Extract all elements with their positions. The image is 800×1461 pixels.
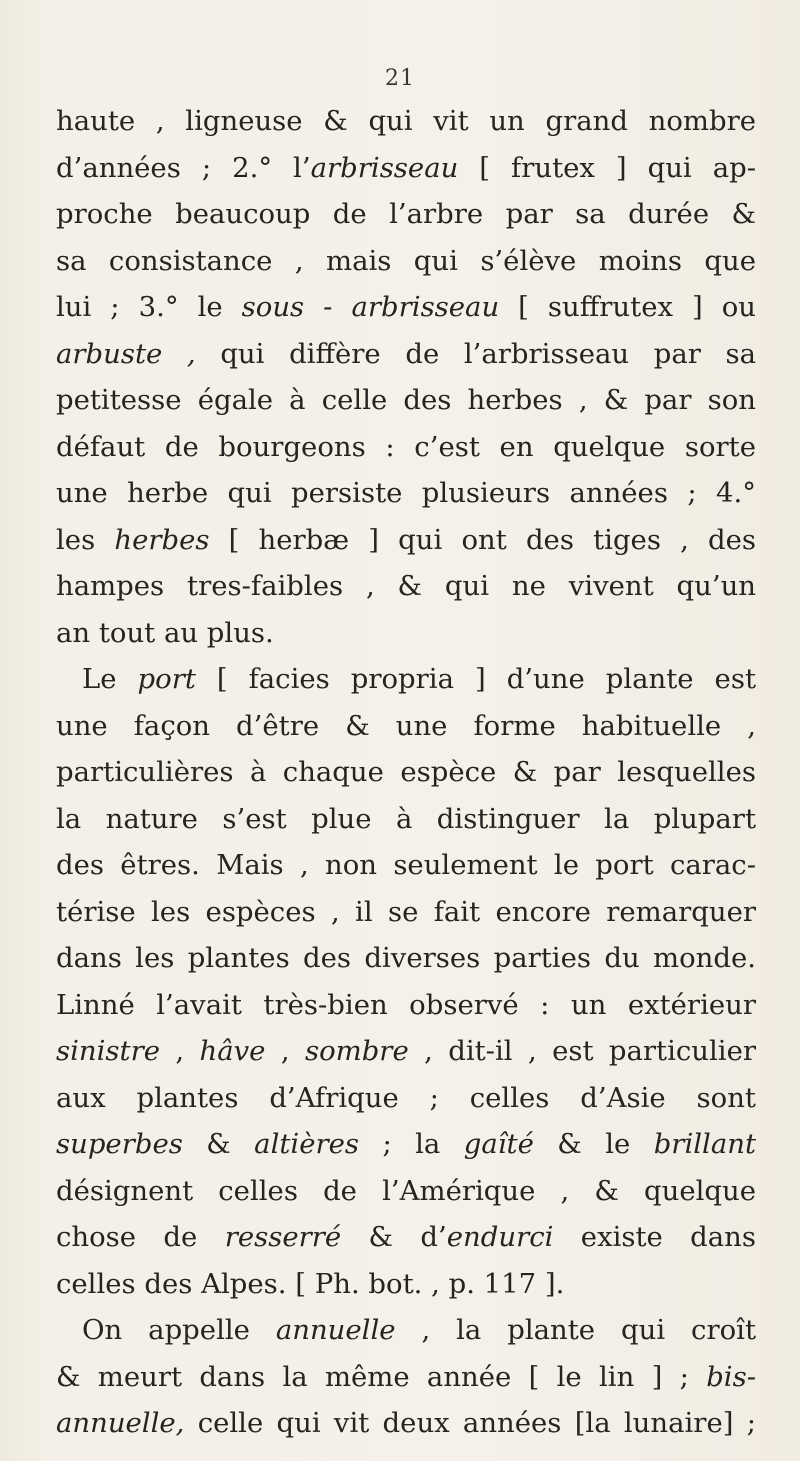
italic-term: sinistre [56,1035,160,1067]
italic-term: annuelle [275,1314,396,1346]
text-run: Linné l’avait très-bien observé : un extérieur [56,988,756,1021]
text-line [56,1261,756,1308]
text-line [56,1214,756,1261]
text-run: haute , ligneuse & qui vit un grand nombre [56,105,756,137]
text-run: On appelle [82,1314,276,1346]
text-run: une façon d’être & une forme habituelle , [56,709,756,742]
text-line [56,1075,756,1122]
text-line [56,1028,756,1075]
italic-term: gaîté [463,1128,534,1160]
text-line [56,749,756,796]
text-run: [ facies propria ] d’une plante est [195,663,756,695]
text-line [56,238,756,285]
text-line [56,517,756,564]
italic-term: sombre [304,1035,409,1067]
text-run: sa consistance , mais qui s’élève moins que [56,244,756,277]
text-line [56,842,756,889]
text-line [56,796,756,843]
text-run: une herbe qui persiste plusieurs années ; 4.° [56,477,756,509]
text-run: [ suffrutex ] ou [499,291,756,323]
body-text [56,98,756,1447]
text-line [56,656,756,703]
italic-term: annuelle, [56,1407,185,1439]
italic-term: brillant [653,1128,756,1160]
text-run: [ herbæ ] qui ont des tiges , des [209,523,756,556]
text-run: dans les plantes des diverses parties du monde. [56,942,756,974]
text-line [56,1400,756,1447]
text-run: [ frutex ] qui ap- [458,151,756,184]
italic-term: herbes [114,523,210,556]
text-line [56,1354,756,1401]
text-run: désignent celles de l’Amérique , & quelque [56,1174,756,1207]
text-run: qui diffère de l’arbrisseau par sa [195,337,756,370]
text-run: & [182,1128,255,1160]
text-run: lui ; 3.° le [56,291,242,323]
text-line [56,145,756,192]
italic-term: port [137,663,196,695]
text-line [56,563,756,610]
text-run: Le [82,663,138,695]
text-line [56,1121,756,1168]
text-run: & le [533,1128,654,1160]
text-run: d’années ; 2.° l’ [56,151,311,184]
italic-term: sous - arbrisseau [241,291,500,323]
text-line [56,377,756,424]
text-line [56,703,756,750]
italic-term: endurci [446,1221,554,1253]
text-run: an tout au plus. [56,616,274,649]
text-line [56,1168,756,1215]
text-run: la nature s’est plue à distinguer la plupart [56,802,756,835]
text-line [56,1307,756,1354]
text-run: petitesse égale à celle des herbes , & par son [56,384,756,416]
text-run: défaut de bourgeons : c’est en quelque sorte [56,430,756,463]
text-line [56,331,756,378]
text-line [56,610,756,657]
text-run: existe dans [553,1221,756,1253]
text-run: ; la [359,1128,464,1160]
text-run: celles des Alpes. [ Ph. bot. , p. 117 ]. [56,1267,565,1300]
italic-term: arbrisseau [310,151,459,184]
text-line [56,470,756,517]
italic-term: superbes [56,1128,183,1160]
text-run: térise les espèces , il se fait encore remarquer [56,895,756,928]
text-line [56,191,756,238]
text-line [56,889,756,936]
text-run: , la plante qui croît [395,1314,756,1346]
text-run: les [56,523,115,556]
page-number: 21 [385,66,415,91]
text-run: , dit-il , est particulier [408,1035,756,1067]
italic-term: arbuste , [56,337,196,370]
text-run: aux plantes d’Afrique ; celles d’Asie sont [56,1081,756,1114]
italic-term: altières [254,1128,360,1160]
text-line [56,98,756,145]
text-run: , [160,1035,200,1067]
text-run: des êtres. Mais , non seulement le port carac- [56,849,756,881]
text-run: & d’ [341,1221,447,1253]
italic-term: resserré [224,1221,342,1253]
text-run: chose de [56,1221,225,1253]
text-run: hampes tres-faibles , & qui ne vivent qu’un [56,570,756,602]
text-line [56,935,756,982]
text-run: & meurt dans la même année [ le lin ] ; [56,1360,707,1393]
italic-term: bis- [706,1360,756,1393]
text-run: , [265,1035,305,1067]
text-run: proche beaucoup de l’arbre par sa durée & [56,198,756,230]
text-line [56,982,756,1029]
italic-term: hâve [199,1035,266,1067]
text-run: celle qui vit deux années [la lunaire] ; [184,1407,756,1439]
text-line [56,424,756,471]
text-line [56,284,756,331]
text-run: particulières à chaque espèce & par lesquelles [56,756,756,788]
